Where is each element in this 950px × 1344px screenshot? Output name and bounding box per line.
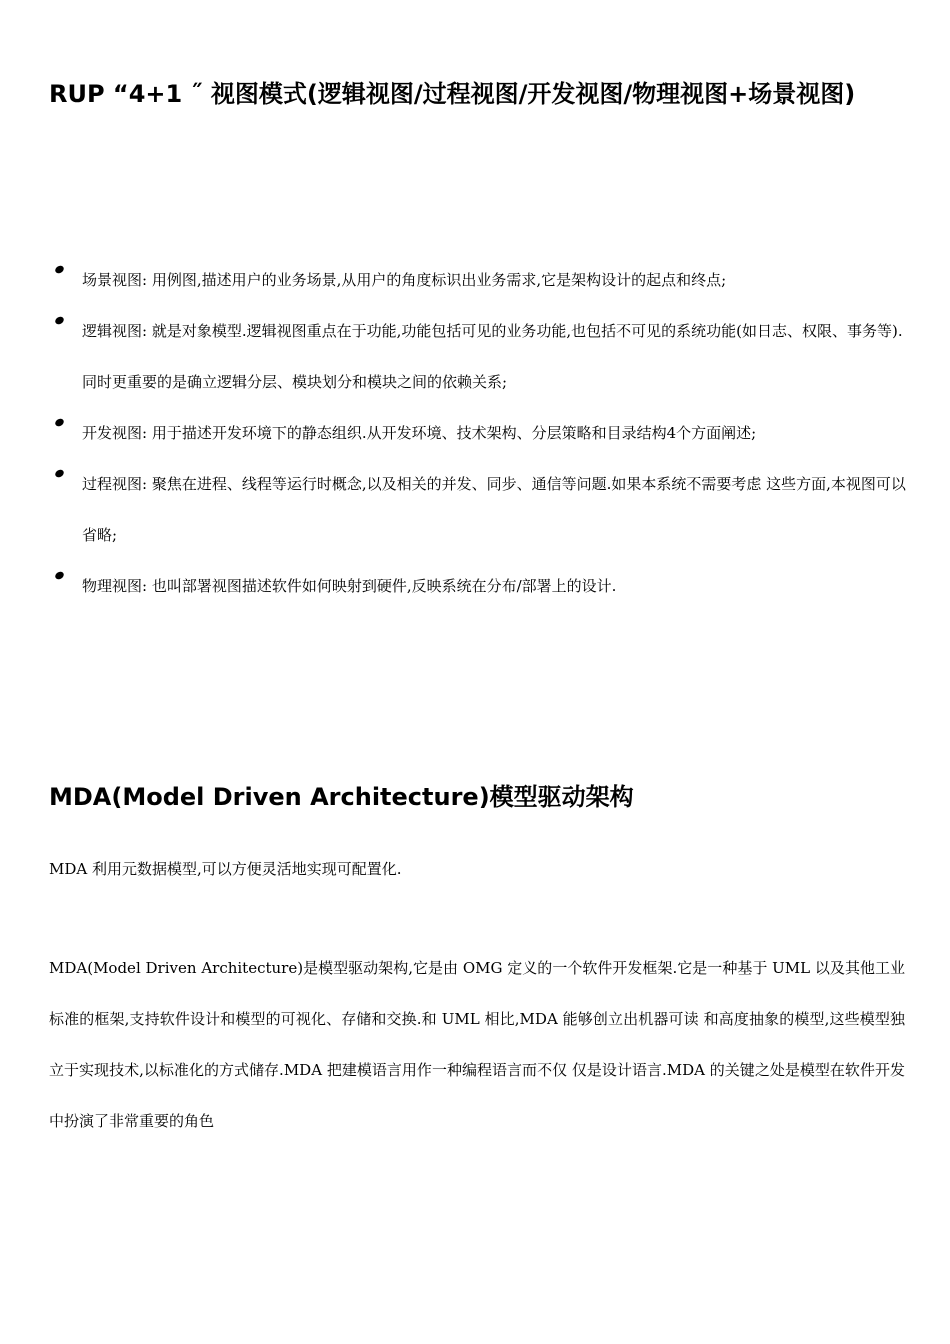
mda-detail-paragraph: MDA(Model Driven Architecture)是模型驱动架构,它是由 OMG 定义的一个软件开发框架.它是一种基于 UML 以及其他工业标准的框架,支持软件设计和模型的可视化、存储和交换.和 UML 相比,MDA 能够创立出机器可读 和高度抽象的模型,这些模型独立于实现技术,以标准化的方式储存.MDA 把建模语言用作一种编程语言而不仅 仅是设计语言.MDA 的关键之处是模型在软件开发中扮演了非常重要的角色: [49, 959, 905, 1130]
bullet-icon: [54, 315, 65, 326]
list-item-text: 开发视图: 用于描述开发环境下的静态组织.从开发环境、技术架构、分层策略和目录结构4个方面阐述;: [82, 424, 757, 442]
bullet-icon: [54, 264, 65, 275]
bullet-icon: [54, 468, 65, 479]
list-item-process-view: [0, 459, 950, 561]
section-title-mda: MDA(Model Driven Architecture)模型驱动架构: [49, 783, 634, 811]
list-item-scenario-view: [0, 255, 950, 306]
bullet-icon: [54, 570, 65, 581]
bullet-icon: [54, 417, 65, 428]
section-title-rup: RUP “4+1 ˝ 视图模式(逻辑视图/过程视图/开发视图/物理视图+场景视图): [49, 80, 856, 108]
list-item-logical-view: [0, 306, 950, 408]
list-item-text: 物理视图: 也叫部署视图描述软件如何映射到硬件,反映系统在分布/部署上的设计.: [82, 577, 617, 595]
list-item-text: 场景视图: 用例图,描述用户的业务场景,从用户的角度标识出业务需求,它是架构设计的起点和终点;: [82, 271, 727, 289]
list-item-physical-view: [0, 561, 950, 612]
mda-intro-paragraph: MDA 利用元数据模型,可以方便灵活地实现可配置化.: [49, 860, 402, 878]
list-item-text: 过程视图: 聚焦在进程、线程等运行时概念,以及相关的并发、同步、通信等问题.如果本系统不需要考虑 这些方面,本视图可以省略;: [82, 475, 906, 544]
view-list: [0, 255, 950, 612]
list-item-development-view: [0, 408, 950, 459]
list-item-text: 逻辑视图: 就是对象模型.逻辑视图重点在于功能,功能包括可见的业务功能,也包括不可见的系统功能(如日志、权限、事务等).同时更重要的是确立逻辑分层、模块划分和模块之间的依赖关系;: [82, 322, 903, 391]
